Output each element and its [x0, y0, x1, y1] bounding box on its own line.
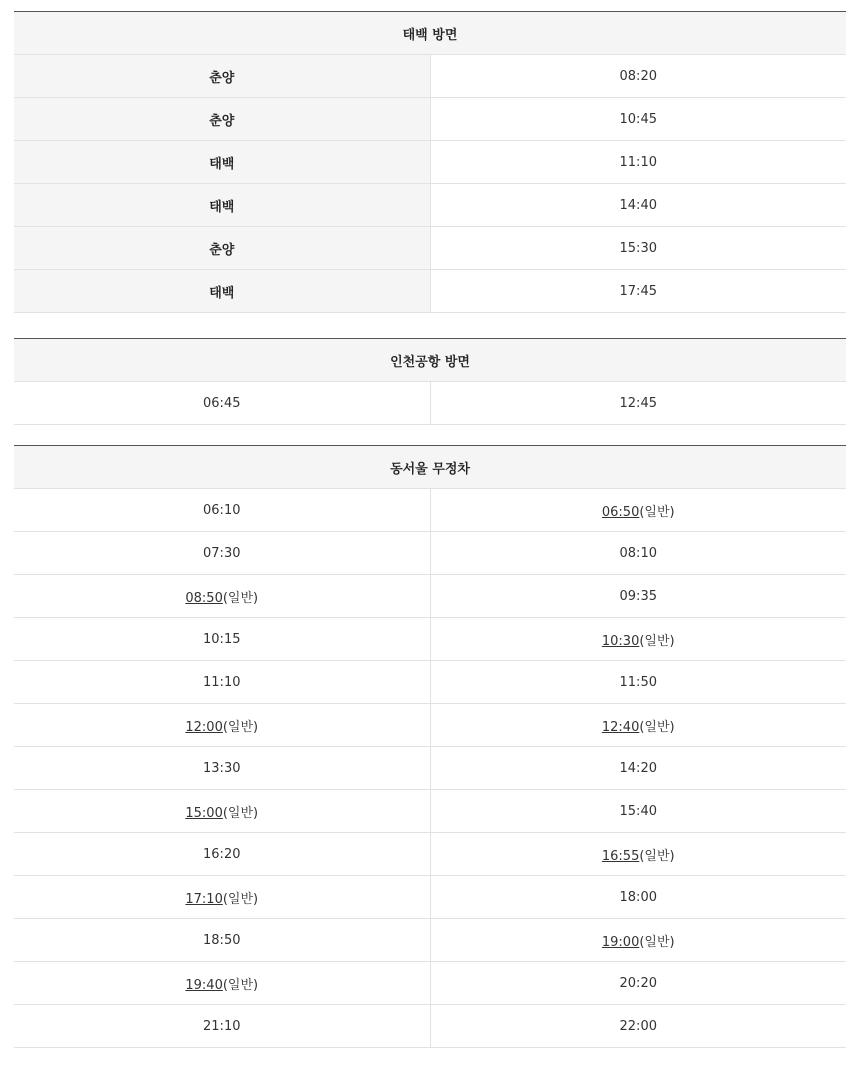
- time-text: 18:50: [203, 932, 241, 948]
- departure-time-cell: [14, 876, 430, 919]
- general-bus-time-link[interactable]: 16:55: [601, 848, 640, 864]
- destination-cell: 춘양: [14, 98, 430, 141]
- time-text: 14:20: [619, 760, 657, 776]
- taebaek-section-title: 태백 방면: [14, 12, 846, 55]
- general-bus-note: (일반): [222, 977, 259, 993]
- general-bus-time-link[interactable]: 06:50: [601, 504, 640, 520]
- departure-time-cell: [430, 790, 846, 833]
- table-row: [14, 747, 846, 790]
- departure-time-cell: [14, 747, 430, 790]
- general-bus-time-link[interactable]: 17:10: [185, 891, 223, 907]
- general-bus-note: (일반): [222, 719, 259, 735]
- general-bus-time-link[interactable]: 12:40: [601, 719, 640, 735]
- destination-cell: 태백: [14, 141, 430, 184]
- departure-time-cell: [14, 618, 430, 661]
- departure-time-cell: [430, 489, 846, 532]
- table-row: [14, 790, 846, 833]
- departure-time-cell: 17:45: [430, 270, 846, 313]
- time-text: 09:35: [619, 588, 657, 604]
- general-bus-note: (일반): [222, 805, 259, 821]
- time-text: 11:50: [619, 674, 657, 690]
- table-row: [14, 575, 846, 618]
- table-row: [14, 270, 846, 313]
- table-row: [14, 876, 846, 919]
- departure-time-cell: [430, 747, 846, 790]
- general-bus-note: (일반): [222, 590, 259, 606]
- dongseoul-header-row: [14, 446, 846, 489]
- departure-time-cell: [14, 661, 430, 704]
- departure-time-cell: [14, 532, 430, 575]
- time-text: 13:30: [203, 760, 241, 776]
- general-bus-time-link[interactable]: 19:00: [601, 934, 640, 950]
- departure-time-cell: [430, 618, 846, 661]
- general-bus-note: (일반): [639, 633, 675, 649]
- table-row: [14, 227, 846, 270]
- general-bus-note: (일반): [639, 504, 675, 520]
- departure-time-cell: [14, 962, 430, 1005]
- time-text: 06:10: [203, 502, 241, 518]
- time-text: 18:00: [619, 889, 657, 905]
- departure-time-cell: [430, 704, 846, 747]
- table-row: [14, 1005, 846, 1048]
- table-row: [14, 704, 846, 747]
- dongseoul-schedule-body: [14, 489, 846, 1048]
- incheon-section-title: 인천공항 방면: [14, 339, 846, 382]
- departure-time-cell: 14:40: [430, 184, 846, 227]
- departure-time-cell: [430, 575, 846, 618]
- table-row: [14, 98, 846, 141]
- taebaek-schedule-table: [14, 11, 846, 313]
- departure-time-cell: 11:10: [430, 141, 846, 184]
- departure-time-cell: 15:30: [430, 227, 846, 270]
- general-bus-note: (일반): [639, 848, 675, 864]
- departure-time-cell: [14, 919, 430, 962]
- time-text: 07:30: [203, 545, 241, 561]
- departure-time-cell: 06:45: [14, 382, 430, 425]
- departure-time-cell: [430, 962, 846, 1005]
- departure-time-cell: [14, 489, 430, 532]
- incheon-header-row: [14, 339, 846, 382]
- departure-time-cell: [14, 575, 430, 618]
- table-row: [14, 618, 846, 661]
- general-bus-time-link[interactable]: 10:30: [601, 633, 640, 649]
- departure-time-cell: [14, 790, 430, 833]
- table-row: [14, 489, 846, 532]
- departure-time-cell: [430, 532, 846, 575]
- departure-time-cell: [430, 661, 846, 704]
- table-row: [14, 833, 846, 876]
- departure-time-cell: 08:20: [430, 55, 846, 98]
- departure-time-cell: [14, 704, 430, 747]
- table-row: [14, 141, 846, 184]
- table-row: [14, 382, 846, 425]
- departure-time-cell: [14, 833, 430, 876]
- time-text: 15:40: [619, 803, 657, 819]
- table-row: [14, 919, 846, 962]
- destination-cell: 춘양: [14, 227, 430, 270]
- time-text: 11:10: [203, 674, 241, 690]
- departure-time-cell: [14, 1005, 430, 1048]
- general-bus-time-link[interactable]: 08:50: [185, 590, 223, 606]
- table-row: [14, 184, 846, 227]
- time-text: 16:20: [203, 846, 241, 862]
- general-bus-time-link[interactable]: 15:00: [185, 805, 223, 821]
- time-text: 08:10: [619, 545, 657, 561]
- departure-time-cell: 12:45: [430, 382, 846, 425]
- dongseoul-schedule-table: [14, 445, 846, 1048]
- table-row: [14, 661, 846, 704]
- taebaek-schedule-body: [14, 55, 846, 313]
- departure-time-cell: [430, 833, 846, 876]
- time-text: 10:15: [203, 631, 241, 647]
- table-row: [14, 55, 846, 98]
- general-bus-note: (일반): [639, 934, 675, 950]
- general-bus-time-link[interactable]: 19:40: [185, 977, 223, 993]
- incheon-schedule-table: [14, 338, 846, 425]
- general-bus-note: (일반): [639, 719, 675, 735]
- table-row: [14, 532, 846, 575]
- time-text: 20:20: [619, 975, 657, 991]
- incheon-schedule-body: [14, 382, 846, 425]
- departure-time-cell: [430, 876, 846, 919]
- time-text: 22:00: [619, 1018, 657, 1034]
- table-row: [14, 962, 846, 1005]
- dongseoul-section-title: 동서울 무정차: [14, 446, 846, 489]
- general-bus-time-link[interactable]: 12:00: [185, 719, 223, 735]
- destination-cell: 춘양: [14, 55, 430, 98]
- departure-time-cell: 10:45: [430, 98, 846, 141]
- destination-cell: 태백: [14, 184, 430, 227]
- general-bus-note: (일반): [222, 891, 259, 907]
- destination-cell: 태백: [14, 270, 430, 313]
- time-text: 21:10: [203, 1018, 241, 1034]
- taebaek-header-row: [14, 12, 846, 55]
- departure-time-cell: [430, 919, 846, 962]
- departure-time-cell: [430, 1005, 846, 1048]
